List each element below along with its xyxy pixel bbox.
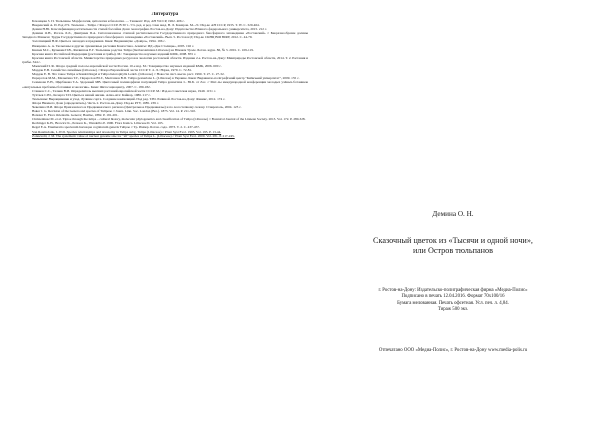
reference-item: Демина О.Н., Рогаль Л.Л., Дмитриев П.А. Ситогенезонное степной растительности Государственного природного биосферного заповедника «Ростовский» // Биоразнообразие долины Западного Маныча: Труды Государственного природного биосферного заповедника «Ростовский». Вып. 5. Ростов н/Д: Изд-во СКНЦ ВШ ЮФУ, 2012. С. 44-79.: [22, 31, 308, 40]
reference-item: Тухтаев С.Ю., Кочерга Т.И. Цветы в нашей жизни. Алма-Ата: Кайнар, 1986. 217 с.: [32, 92, 151, 97]
reference-item: Перерслов М.М., Малыгина Т.Г., Перерслов Ю.Г., Мелгашов В.П. Tulipa gesneriana L. (Liliaceae) в Украине. Киев: Видавничо-поліграфічний центр "Київський університет", 2009. 155 с.: [32, 76, 300, 81]
reference-item: Красная книга Ростовской области. Министерство природных ресурсов и экологии ростовской области. Издание 2-е. Ростов-на-Дону: Минприроды Ростовской области, 2014. Т. 2. Растения и грибы. 344 с.: [22, 55, 308, 64]
reference-item: Rechinger K.H., Browicz K., Persson K., Wendelbo P. 1990. Flora Iranica. Liliaceae II. Vol. 165.: [32, 121, 164, 126]
reference-item: Иващенко А. А. Тюльпаны и другие луковичные растения Казахстана. Алматы: ИД «Две Столицы», 2005. 192 с.: [32, 43, 195, 48]
book-title-line-1: Сказочный цветок из «Тысячи и одной ночи»,: [373, 236, 533, 245]
imprint-block: [322, 288, 584, 314]
reference-item: Красная книга Российской Федерации (растения и грибы). М.: Товарищество научных изданий КМК, 2008. 855 с.: [32, 51, 197, 56]
reference-item: Baker J. G. Revision of the Genera and species of Tulipeae // Journ. Linn. Soc. London (Bot.). 1875. Vol. 14. P. 211-310.: [32, 109, 196, 114]
reference-item: Станков С.С., Талиев В.И. Определитель высших растений европейской части СССР. М.: Изд-во Советская наука, 1949. 1151 с.: [32, 88, 217, 93]
reference-item: Zonneveld, J. M. The systematic value of nuclear genome size for "all" species of Tulipa L. (Liliaceae) // Plant Syst Evol. 2009. Vol. 281. P. 217-245.: [32, 133, 235, 138]
reference-item: Мордак Е.В. Семейство лилейные (Liliaceae) // Флора Европейской части СССР. Т. 4. Л.: Наука, 1979. С. 72-81.: [32, 68, 192, 73]
reference-item: Christenhusz M. et al. Tiptoe through the tulips – cultural history, molecular phylogenetics and classification of Tulipa (Liliaceae) // Botanical Journal of the Linnean Society. 2013. Vol. 172. P. 280-328.: [32, 117, 306, 122]
reference-item: Флора Нижнего Дона (определитель). Часть 2. Ростов-на-Дону. Изд-во РГУ, 1985. 239 с.: [32, 100, 160, 105]
reference-item: Семенова Е.Н., Щербакова Т.А. Здоровый МВ. Цветочный полиморфизм популяций Tulipa gesneriana L. Ю.Б. от Zac. // Мат-лы международной конференции молодых учёных-ботаников «Актуальные проблемы ботаники и экологии». Киев: Фитосоциоцентр, 2007. С. 180-182.: [22, 80, 308, 89]
imprint-line: Бумага мелованная. Печать офсетная. Усл. печ. л. 4,84.: [397, 300, 509, 306]
author-name: Демина О. Н.: [432, 210, 474, 218]
reference-item: Князев М.С., Кулыкин П.В., Филиппов Е.Г. Тюльпаны родства Tulipa (bierbersteiniana Liliaceae) на Южном Урале. Ботан. журн. 86, № 3. 2001. С. 109-119.: [32, 47, 254, 52]
reference-list: [22, 19, 308, 138]
reference-item: Введенский А. И. Род 272. Тюльпан – Tulipa // Флора СССР. В 30 т. / Гл. ред. и ред. тома акад. В. Л. Комаров. М.–Л.: Изд-во АН СССР, 1935. Т. IV. С. 320-464.: [32, 23, 260, 28]
imprint-line: г. Ростов-на-Дону: Издательско-полиграфическая фирма «Медиа-Полис»: [378, 288, 528, 293]
printer-line: Отпечатано ООО «Медиа-Полис», г. Ростов-на-Дону www.media-polis.ru: [378, 348, 528, 353]
reference-item: Мордак Е. В. Что такое Tulipa schrenkii Regel и Tulipa heterophylla Ledeb. (Liliaceae) // Новости сист. высш. раст. 1990. Т. 27. С. 27-32.: [32, 72, 225, 77]
reference-item: Regel E.A. Enumeratio specierum hucusque cognitarum generis Tulipae // Tp. Импер. Ботан. сада. 1873. Т. 2. С. 437-457.: [32, 125, 200, 130]
references-page: [22, 12, 308, 416]
reference-item: Золотницкий Н.Ф. Цветы в легендах и преданиях. Киев: Видавництво «Довіра», 1994. 196 с.: [32, 39, 166, 44]
reference-item: Чевелина И.И. Флора Приазовского и Предкавказского региона (Центральное Предкавказье) и по лесостепному склону. Ставрополь, 2004. 123 с.: [32, 104, 242, 109]
printer-block: [322, 348, 584, 354]
imprint-line: Тираж 500 экз.: [437, 307, 469, 313]
reference-item: Бочанцева З. П. Тюльпаны. Морфология, цитология и биология. — Ташкент: Изд. АН УзССР, 1962. 406 с.: [32, 19, 185, 23]
reference-item: Маевский П. Ф. Флора средней полосы европейской части России. 10-е изд. М.: Товарищество научных изданий КМК, 2006. 600 с.: [32, 64, 222, 69]
literature-heading: Литература: [151, 12, 179, 17]
reference-item: Boissier E. Flora Orientalis. Geneva; Basilae, 1882. P. 191-201.: [32, 113, 119, 118]
book-title: [322, 236, 584, 256]
reference-item: Демин Н.Ю. Классификация растительности степей бассейна Дона: монография. Ростов-на-Дону: Издательство Южного федерального университета, 2015. 212 с.: [32, 27, 268, 32]
imprint-line: Подписано в печать 12.04.2016. Формат 70х100/16: [401, 294, 505, 300]
colophon-page: [322, 12, 584, 416]
reference-item: Тюльпаны: Выращивание и уход. Лучшие сорта. Создание композиций. Под ред. Т.Ю. Рапиной. Ростов-на-Дону: Феникс, 2012. 174 с.: [32, 96, 226, 101]
reference-item: Van Raamsdonk, L.W.D. Species relationships and taxonomy in Tulipa subg. Tulipa (Liliaceae) // Plant Syst Evol. 1995. Vol. 195. P. 13-44.: [32, 129, 222, 134]
book-title-line-2: или Остров тюльпанов: [413, 246, 493, 255]
